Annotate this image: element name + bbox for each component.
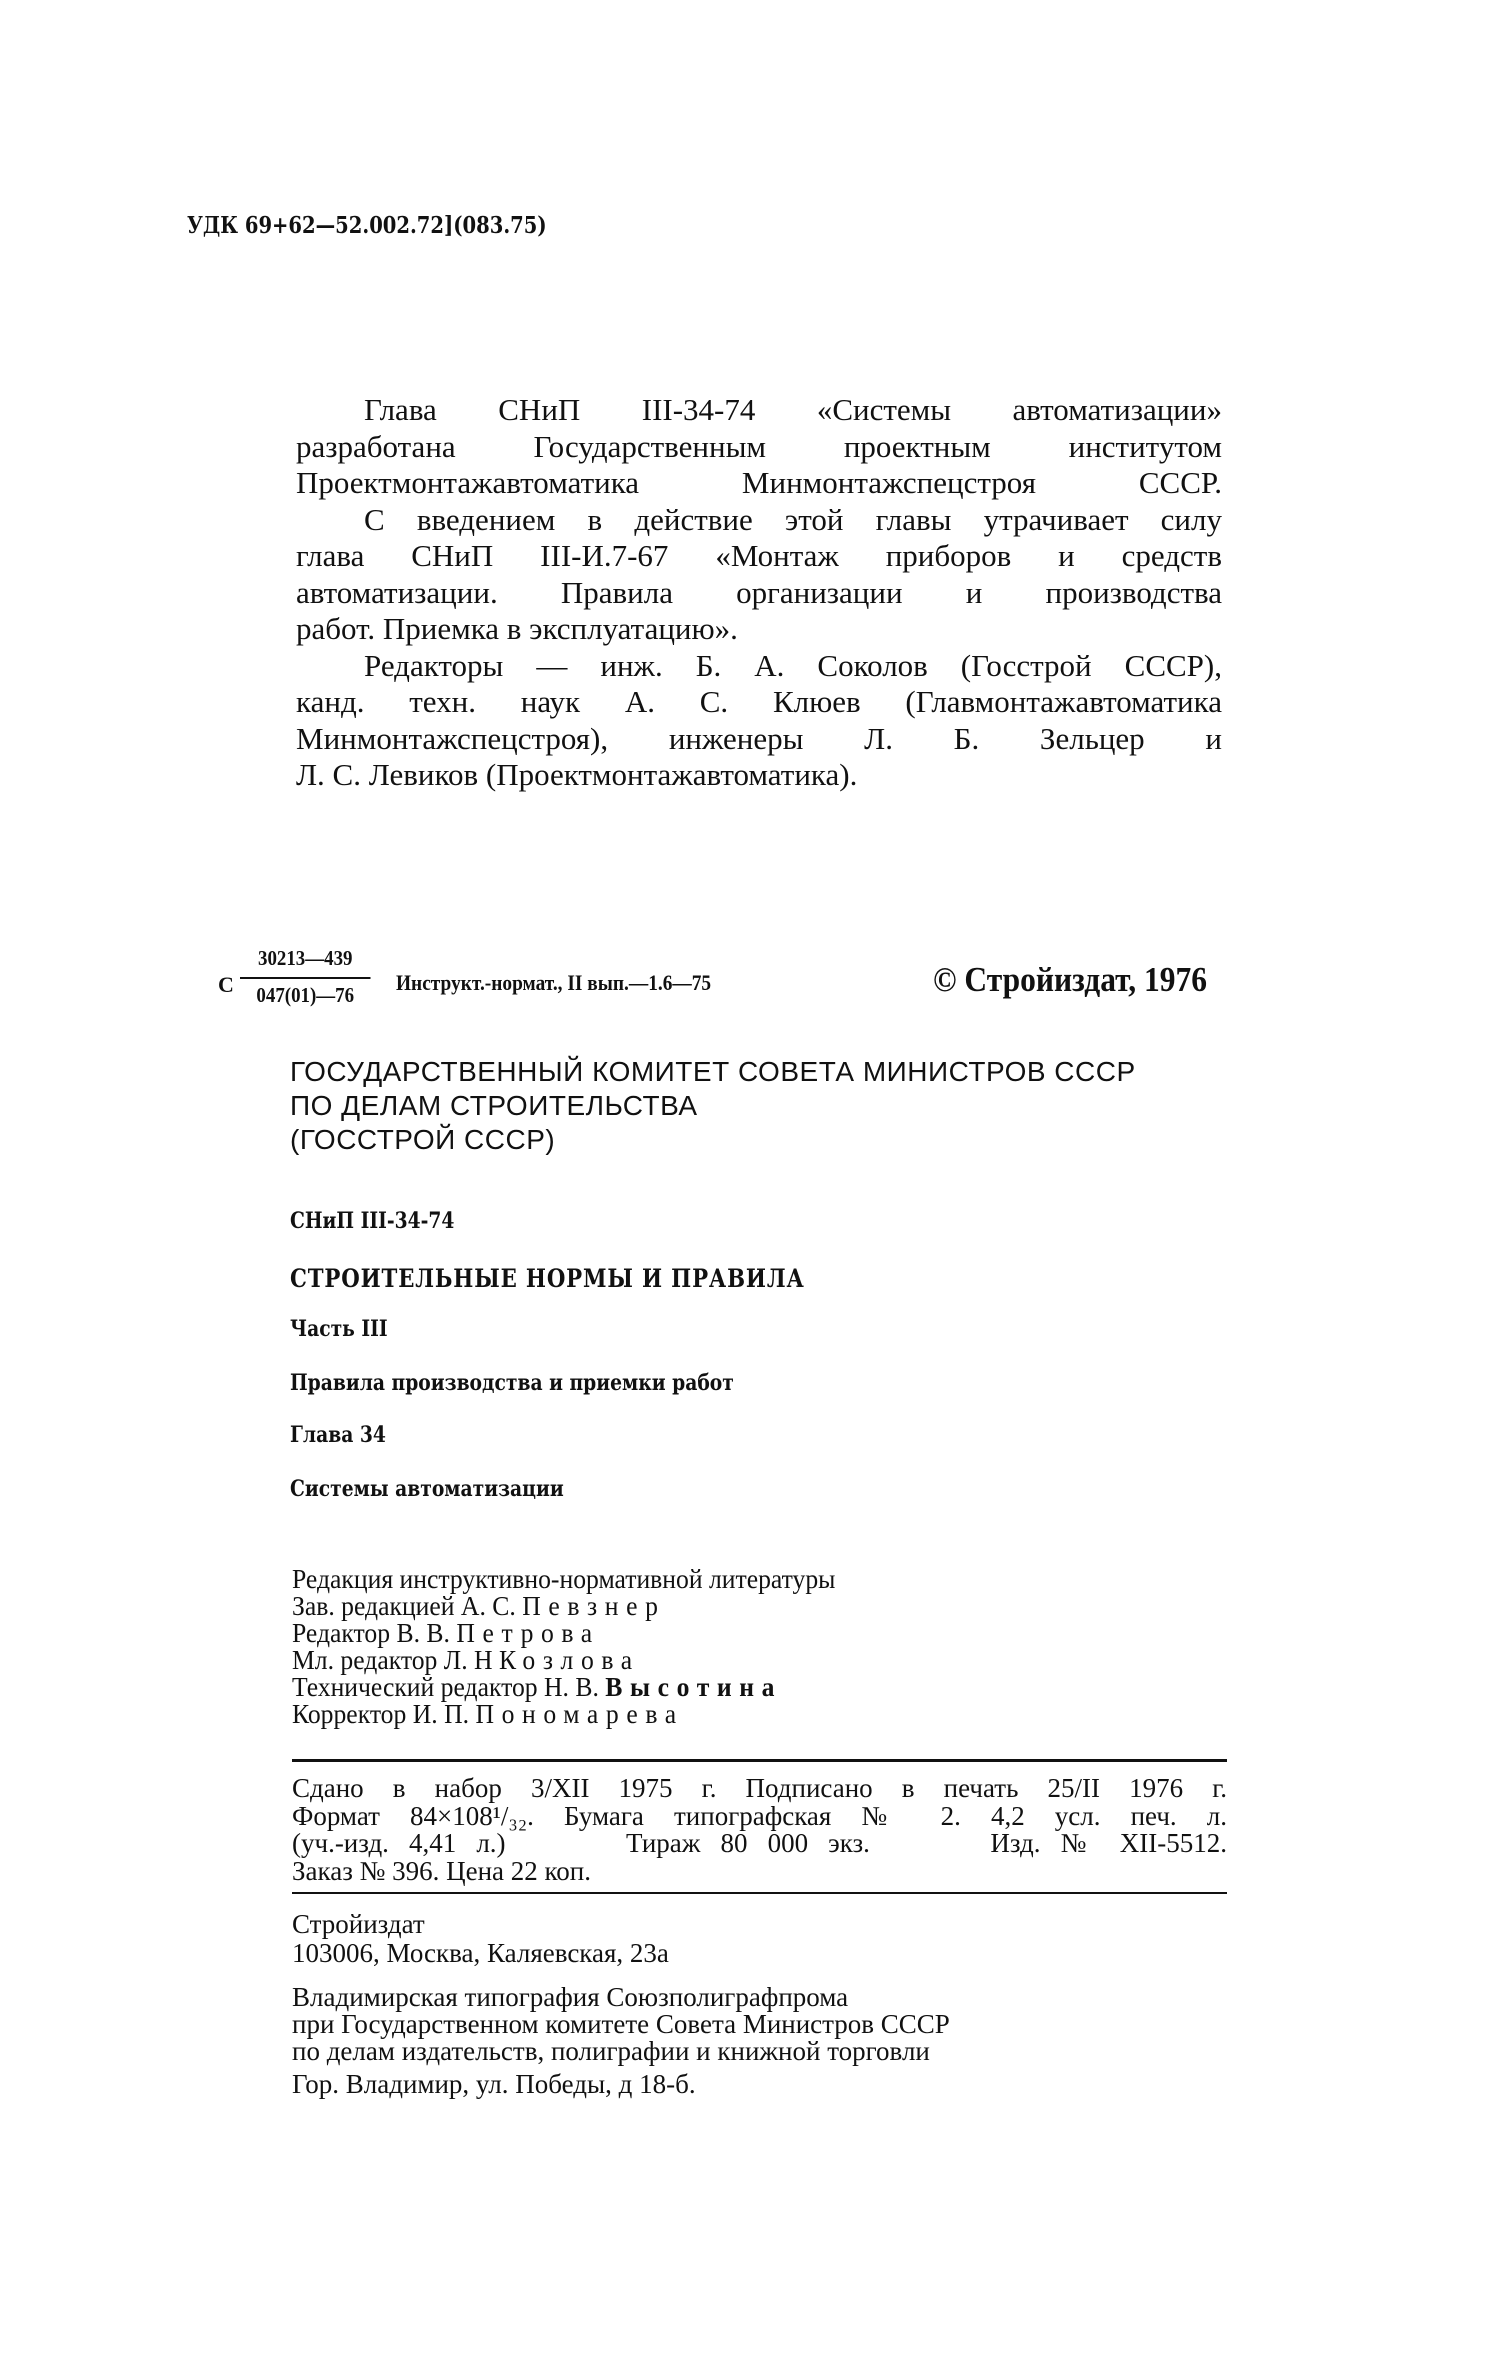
editorial-role: Зав. редакцией А. С. bbox=[292, 1591, 516, 1621]
series-info: Инструкт.-нормат., II вып.—1.6—75 bbox=[396, 970, 712, 995]
part-number: Часть III bbox=[290, 1316, 388, 1342]
imprint-line: Формат 84×108¹/₃₂. Бумага типографская № 2. 4,2 усл. печ. л. bbox=[292, 1800, 1227, 1831]
org-line: ГОСУДАРСТВЕННЫЙ КОМИТЕТ СОВЕТА МИНИСТРОВ СССР bbox=[290, 1056, 1136, 1087]
editorial-role: Технический редактор Н. В. bbox=[292, 1672, 599, 1702]
intro-line: глава СНиП III-И.7-67 «Монтаж приборов и средств bbox=[296, 538, 1222, 573]
intro-paragraph bbox=[296, 392, 1222, 794]
printer-address: Гор. Владимир, ул. Победы, д 18-б. bbox=[292, 2069, 696, 2099]
publisher-address bbox=[292, 1910, 669, 1968]
editorial-role: Мл. редактор Л. Н bbox=[292, 1645, 493, 1675]
editorial-person: Козлова bbox=[498, 1645, 640, 1675]
divider bbox=[292, 1759, 1227, 1762]
divider bbox=[292, 1892, 1227, 1894]
printer-info bbox=[292, 1984, 950, 2098]
editorial-person: Высотина bbox=[605, 1672, 783, 1702]
intro-line: разработана Государственным проектным институтом bbox=[296, 428, 1222, 464]
intro-line: автоматизации. Правила организации и производства bbox=[296, 574, 1222, 610]
editorial-role: Редакция инструктивно-нормативной литературы bbox=[292, 1564, 836, 1594]
editorial-staff bbox=[292, 1566, 835, 1728]
editorial-role: Корректор И. П. bbox=[292, 1699, 470, 1729]
editorial-person: Петрова bbox=[456, 1618, 600, 1648]
organization-name bbox=[290, 1055, 1136, 1157]
intro-line: канд. техн. наук А. С. Клюев (Главмонтажавтоматика bbox=[296, 684, 1222, 719]
intro-line: Глава СНиП III-34-74 «Системы автоматизации» bbox=[364, 392, 1222, 427]
editorial-line bbox=[292, 1566, 835, 1593]
index-numerator: 30213—439 bbox=[240, 946, 371, 979]
editorial-person: Пономарева bbox=[475, 1699, 684, 1729]
intro-line: Л. С. Левиков (Проектмонтажавтоматика). bbox=[296, 757, 858, 792]
editorial-role: Редактор В. В. bbox=[292, 1618, 450, 1648]
intro-line: Редакторы — инж. Б. А. Соколов (Госстрой СССР), bbox=[364, 647, 1222, 683]
org-line: (ГОССТРОЙ СССР) bbox=[290, 1124, 556, 1155]
chapter-number: Глава 34 bbox=[290, 1422, 386, 1448]
imprint-line: (уч.-изд. 4,41 л.) Тираж 80 000 экз. Изд. № XII-5512. bbox=[292, 1828, 1227, 1858]
publication-index bbox=[218, 946, 1298, 1026]
imprint-line: Заказ № 396. Цена 22 коп. bbox=[292, 1855, 591, 1886]
document-title: СТРОИТЕЛЬНЫЕ НОРМЫ И ПРАВИЛА bbox=[290, 1264, 805, 1293]
printer-line: Владимирская типография Союзполиграфпрома bbox=[292, 1982, 849, 2012]
editorial-line bbox=[292, 1674, 835, 1701]
imprint-line: Сдано в набор 3/XII 1975 г. Подписано в печать 25/II 1976 г. bbox=[292, 1773, 1227, 1803]
copyright: © Стройиздат, 1976 bbox=[933, 960, 1207, 999]
intro-line: Минмонтажспецстроя), инженеры Л. Б. Зельцер и bbox=[296, 720, 1222, 756]
index-denominator: 047(01)—76 bbox=[256, 983, 355, 1007]
editorial-line bbox=[292, 1701, 835, 1728]
document-code: СНиП III-34-74 bbox=[290, 1208, 455, 1234]
editorial-line bbox=[292, 1620, 835, 1647]
imprint bbox=[292, 1775, 1227, 1885]
udk-code: УДК 69+62—52.002.72](083.75) bbox=[187, 212, 547, 239]
part-title: Правила производства и приемки работ bbox=[290, 1370, 734, 1396]
intro-line: Проектмонтажавтоматика Минмонтажспецстроя СССР. bbox=[296, 465, 1222, 500]
intro-line: работ. Приемка в эксплуатацию». bbox=[296, 611, 738, 646]
index-fraction bbox=[240, 946, 371, 1008]
chapter-title: Системы автоматизации bbox=[290, 1476, 564, 1502]
editorial-line bbox=[292, 1593, 835, 1620]
publisher-street: 103006, Москва, Каляевская, 23а bbox=[292, 1938, 669, 1968]
intro-line: С введением в действие этой главы утрачивает силу bbox=[364, 501, 1222, 537]
printer-line: при Государственном комитете Совета Министров СССР bbox=[292, 2009, 950, 2039]
editorial-line bbox=[292, 1647, 835, 1674]
publisher-name: Стройиздат bbox=[292, 1909, 425, 1939]
editorial-person: Певзнер bbox=[522, 1591, 666, 1621]
printer-line: по делам издательств, полиграфии и книжной торговли bbox=[292, 2036, 930, 2066]
org-line: ПО ДЕЛАМ СТРОИТЕЛЬСТВА bbox=[290, 1090, 698, 1121]
index-letter: С bbox=[218, 972, 234, 997]
